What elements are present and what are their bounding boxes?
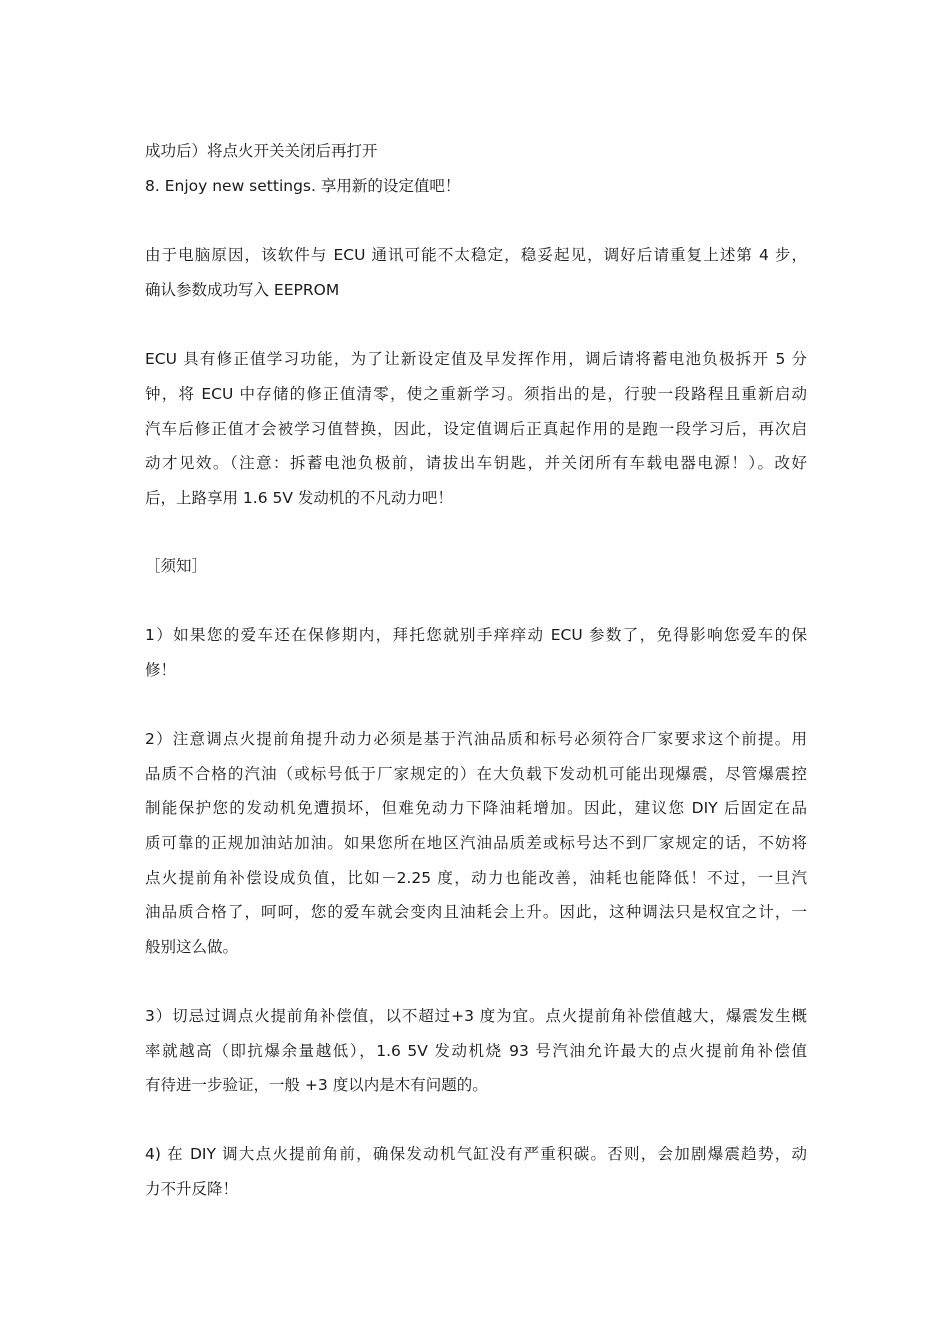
step-8-line: 8. Enjoy new settings. 享用新的设定值吧！ [145,177,461,195]
notice-3-line-1: 3）切忌过调点火提前角补偿值，以不超过+3 度为宜。点火提前角补偿值越大，爆震发生概 [145,1007,807,1025]
notice-2-line-3: 制能保护您的发动机免遭损坏，但难免动力下降油耗增加。因此，建议您 DIY 后固定在品 [145,799,807,817]
notice-2-line-5: 点火提前角补偿设成负值，比如－2.25 度，动力也能改善，油耗也能降低！不过，一旦汽 [145,869,807,887]
step-tail-line: 成功后）将点火开关关闭后再打开 [145,142,378,160]
stability-para-line-1: 由于电脑原因，该软件与 ECU 通讯可能不太稳定，稳妥起见，调好后请重复上述第 4 步， [145,246,807,264]
notice-2-line-2: 品质不合格的汽油（或标号低于厂家规定的）在大负载下发动机可能出现爆震，尽管爆震控 [145,765,807,783]
notice-3-line-2: 率就越高（即抗爆余量越低），1.6 5V 发动机烧 93 号汽油允许最大的点火提前角补偿值 [145,1042,807,1060]
notice-1-line-2: 修！ [145,661,177,679]
learning-para-line-5: 后，上路享用 1.6 5V 发动机的不凡动力吧！ [145,489,453,507]
notice-3-line-3: 有待进一步验证，一般 +3 度以内是木有问题的。 [145,1076,488,1094]
learning-para-line-4: 动才见效。（注意：拆蓄电池负极前，请拔出车钥匙，并关闭所有车载电器电源！）。改好 [145,454,807,472]
learning-para-line-2: 钟，将 ECU 中存储的修正值清零，使之重新学习。须指出的是，行驶一段路程且重新启动 [145,385,807,403]
notice-4-line-2: 力不升反降！ [145,1180,239,1198]
learning-para-line-3: 汽车后修正值才会被学习值替换，因此，设定值调后正真起作用的是跑一段学习后，再次启 [145,420,807,438]
notice-heading: ［须知］ [145,557,208,575]
notice-4-line-1: 4) 在 DIY 调大点火提前角前，确保发动机气缸没有严重积碳。否则，会加剧爆震趋势，动 [145,1145,807,1163]
notice-2-line-1: 2）注意调点火提前角提升动力必须是基于汽油品质和标号必须符合厂家要求这个前提。用 [145,730,807,748]
learning-para-line-1: ECU 具有修正值学习功能，为了让新设定值及早发挥作用，调后请将蓄电池负极拆开 5 分 [145,350,807,368]
notice-1-line-1: 1）如果您的爱车还在保修期内，拜托您就别手痒痒动 ECU 参数了，免得影响您爱车的保 [145,626,807,644]
notice-2-line-4: 质可靠的正规加油站加油。如果您所在地区汽油品质差或标号达不到厂家规定的话，不妨将 [145,834,807,852]
notice-2-line-7: 般别这么做。 [145,938,239,956]
stability-para-line-2: 确认参数成功写入 EEPROM [145,281,340,299]
notice-2-line-6: 油品质合格了，呵呵，您的爱车就会变肉且油耗会上升。因此，这种调法只是权宜之计，一 [145,903,807,921]
